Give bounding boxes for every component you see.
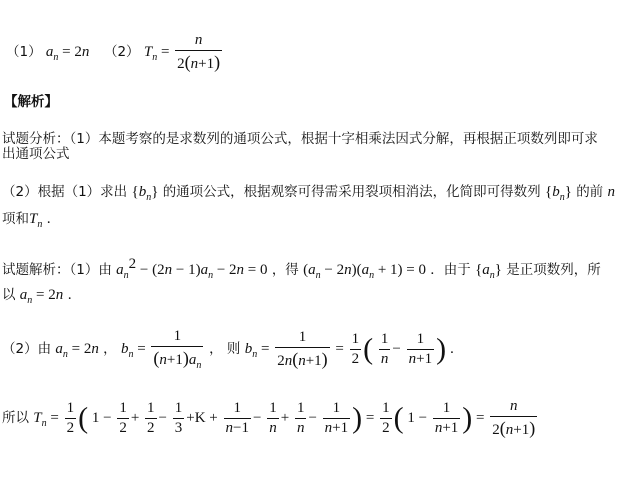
variable-tn: $T_n$ bbox=[29, 211, 43, 230]
formula-bn-def: $b_n$ = $\frac{1}{(n+1)a_n}$ bbox=[120, 328, 202, 371]
answer-label-1: （1） bbox=[6, 43, 42, 60]
analysis-line-1 bbox=[2, 127, 598, 147]
sequence-bn: $\{b_n\}$ bbox=[131, 184, 159, 203]
solution-line-1 bbox=[2, 256, 601, 281]
sequence-an: $\{a_n\}$ bbox=[475, 262, 502, 281]
equation-factored: $(a_n - 2n)(a_n + 1) = 0$ bbox=[303, 262, 426, 281]
answer-label-2: （2） bbox=[103, 43, 140, 60]
solution-line-3 bbox=[2, 328, 463, 371]
formula-tn-sum: $T_n$ = $\frac{1}{2}$ ( 1 − $\frac{1}{2}$ + $\frac{1}{2}$ − $\frac{1}{3}$ +K + $\frac{1}{n-1}$ − $\frac{1}{n}$ + $\frac{1}{n}$ − $\frac{1}{n+1}$ ) = $\frac{1}{2}$ ( 1 − $\frac{1}{n+1}$ ) = $\frac{n}{2(n+1)}$ bbox=[33, 398, 536, 438]
analysis-p2-d: 项和 bbox=[2, 211, 29, 227]
analysis-header: 【解析】 bbox=[4, 94, 58, 110]
analysis-p1-a: （1）本题考察的是求数列的通项公式，根据十字相乘法因式分解，再根据正项数列即可求 bbox=[69, 131, 598, 147]
analysis-prefix: 试题分析： bbox=[2, 131, 70, 147]
formula-an-2: $a_n = 2n$ bbox=[55, 340, 99, 360]
analysis-p2-a: （2）根据（1）求出 bbox=[2, 184, 128, 200]
solution-l1-d: 是正项数列，所 bbox=[506, 262, 601, 278]
solution-line-2 bbox=[2, 283, 81, 306]
solution-comma: ， bbox=[103, 340, 117, 357]
formula-bn-split: $b_n$ = $\frac{1}{2n(n+1)}$ = $\frac{1}{2}$ ( $\frac{1}{n}$ − $\frac{1}{n+1}$ ) bbox=[244, 329, 447, 369]
formula-an: $a_n = 2n$ bbox=[19, 287, 64, 306]
solution-l1-a: （1）由 bbox=[69, 262, 112, 278]
solution-so: 所以 bbox=[2, 409, 29, 426]
solution-period-2: ． bbox=[449, 340, 464, 357]
solution-then: ， 则 bbox=[209, 340, 241, 357]
answer-formula-1: $a_n = 2n$ bbox=[45, 43, 90, 63]
solution-l2-a: 以 bbox=[2, 287, 16, 303]
solution-period: ． bbox=[67, 287, 82, 303]
analysis-line-3 bbox=[2, 180, 615, 203]
analysis-p2-c: 的前 bbox=[576, 184, 604, 200]
analysis-p2-b: 的通项公式，根据观察可得需采用裂项相消法，化简即可得数列 bbox=[162, 184, 541, 200]
equation-quadratic: $a_n^2 - (2n - 1)a_n - 2n = 0$ bbox=[116, 256, 268, 281]
solution-line-4 bbox=[2, 398, 539, 439]
analysis-period: ． bbox=[46, 211, 61, 227]
answer-line bbox=[6, 32, 224, 73]
analysis-line-2: 出通项公式 bbox=[2, 146, 70, 162]
answer-formula-2: $T_n$ = $\frac{n}{2(n+1)}$ bbox=[143, 32, 221, 72]
solution-l1-c: ．由于 bbox=[430, 262, 471, 278]
sequence-bn-2: $\{b_n\}$ bbox=[544, 184, 572, 203]
variable-n: n bbox=[607, 184, 615, 200]
solution-p2-a: （2）由 bbox=[2, 340, 52, 357]
solution-l1-b: ，得 bbox=[271, 262, 299, 278]
analysis-line-4 bbox=[2, 207, 60, 230]
solution-prefix: 试题解析： bbox=[2, 262, 70, 278]
